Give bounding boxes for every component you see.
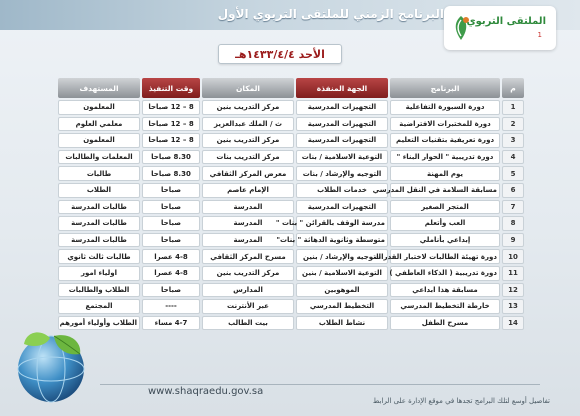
row-time: صباحا <box>142 283 200 298</box>
row-time: 8 – 12 صباحا <box>142 117 200 132</box>
table-row <box>58 166 524 181</box>
row-time: 8.30 صباحا <box>142 166 200 181</box>
row-program: مسابقة السلامة في النقل المدرسي <box>390 183 500 198</box>
row-organizer: مدرسة الوقف بالقرائن " بنات " <box>296 216 388 231</box>
row-organizer: التجهيزات المدرسية <box>296 200 388 215</box>
globe-leaf-icon <box>10 326 92 408</box>
row-audience: اولياء امور <box>58 266 140 281</box>
row-location: بيت الطالب <box>202 316 294 331</box>
date-label: الأحد ١٤٣٣/٤/٤هـ <box>235 48 325 61</box>
date-box <box>218 44 342 64</box>
row-audience: المجتمع <box>58 299 140 314</box>
row-program: دورة تعريفية بتقنيات التعليم <box>390 133 500 148</box>
logo <box>444 6 556 50</box>
row-audience: المعلمات والطالبات <box>58 150 140 165</box>
table-row <box>58 249 524 264</box>
row-organizer: التوجيه والإرشاد / بنين <box>296 249 388 264</box>
row-index: 7 <box>502 200 524 215</box>
table-row <box>58 150 524 165</box>
row-organizer: التجهيزات المدرسية <box>296 117 388 132</box>
row-organizer: التجهيزات المدرسية <box>296 100 388 115</box>
row-location: مركز التدريب بنات <box>202 150 294 165</box>
header-location: المكان <box>202 78 294 98</box>
table-row <box>58 133 524 148</box>
row-time: صباحا <box>142 233 200 248</box>
row-index: 13 <box>502 299 524 314</box>
row-location: الإمام عاصم <box>202 183 294 198</box>
footer-divider <box>100 384 540 385</box>
table-header-row <box>58 78 524 98</box>
row-organizer: متوسطة وثانوية الدهاثة " بنات" <box>296 233 388 248</box>
row-program: يوم المهنة <box>390 166 500 181</box>
row-location: معرض المركز الثقافي <box>202 166 294 181</box>
row-location: مسرح المركز الثقافي <box>202 249 294 264</box>
row-audience: طالبات المدرسة <box>58 216 140 231</box>
table-row <box>58 266 524 281</box>
row-organizer: خدمات الطلاب <box>296 183 388 198</box>
row-program: العب وأتعلم <box>390 216 500 231</box>
row-audience: معلمي العلوم <box>58 117 140 132</box>
row-organizer: التخطيط المدرسي <box>296 299 388 314</box>
row-organizer: الموهوبين <box>296 283 388 298</box>
row-index: 2 <box>502 117 524 132</box>
row-index: 12 <box>502 283 524 298</box>
row-location: المدرسة <box>202 200 294 215</box>
row-organizer: التوعية الاسلامية / بنين <box>296 266 388 281</box>
row-index: 3 <box>502 133 524 148</box>
header-program: البرنامج <box>390 78 500 98</box>
row-location: مركز التدريب بنين <box>202 100 294 115</box>
row-audience: الطلاب والطالبات <box>58 283 140 298</box>
table-row <box>58 283 524 298</box>
row-audience: طالبات <box>58 166 140 181</box>
logo-number: 1 <box>537 31 542 39</box>
row-index: 6 <box>502 183 524 198</box>
row-audience: المعلمون <box>58 100 140 115</box>
header-time: وقت التنفيذ <box>142 78 200 98</box>
row-program: دورة تدريبية " الحوار البناء " <box>390 150 500 165</box>
logo-text: الملتقى التربوي <box>466 16 546 27</box>
table-row <box>58 117 524 132</box>
row-program: مسابقة هذا ابداعي <box>390 283 500 298</box>
table-row <box>58 316 524 331</box>
site-url-link[interactable]: www.shaqraedu.gov.sa <box>148 386 264 397</box>
row-time: 8.30 صباحا <box>142 150 200 165</box>
row-audience: الطلاب وأولياء أمورهم <box>58 316 140 331</box>
table-row <box>58 216 524 231</box>
row-program: دورة تهيئة الطالبات لاختبار القدرات <box>390 249 500 264</box>
row-audience: طالبات ثالث ثانوي <box>58 249 140 264</box>
row-location: المدرسة <box>202 216 294 231</box>
row-program: خارطة التخطيط المدرسي <box>390 299 500 314</box>
row-organizer: التجهيزات المدرسية <box>296 133 388 148</box>
header-audience: المستهدف <box>58 78 140 98</box>
row-index: 5 <box>502 166 524 181</box>
schedule-table <box>56 76 526 332</box>
row-program: المتجر الصغير <box>390 200 500 215</box>
row-location: مركز التدريب بنين <box>202 133 294 148</box>
table-row <box>58 100 524 115</box>
row-location: عبر الأنترنت <box>202 299 294 314</box>
row-index: 11 <box>502 266 524 281</box>
row-audience: المعلمون <box>58 133 140 148</box>
row-audience: طالبات المدرسة <box>58 200 140 215</box>
header-index: م <box>502 78 524 98</box>
row-index: 14 <box>502 316 524 331</box>
row-organizer: التوعية الاسلامية / بنات <box>296 150 388 165</box>
row-index: 4 <box>502 150 524 165</box>
row-time: 8 – 12 صباحا <box>142 133 200 148</box>
row-time: 4-8 عصرا <box>142 249 200 264</box>
row-time: صباحا <box>142 216 200 231</box>
table-row <box>58 233 524 248</box>
row-audience: الطلاب <box>58 183 140 198</box>
row-organizer: التوجيه والإرشاد / بنات <box>296 166 388 181</box>
schedule-table-container <box>60 76 526 332</box>
row-program: دورة تدريبية ( الذكاء العاطفي ) <box>390 266 500 281</box>
table-row <box>58 299 524 314</box>
table-row <box>58 183 524 198</box>
row-time: 8 – 12 صباحا <box>142 100 200 115</box>
row-index: 10 <box>502 249 524 264</box>
row-audience: طالبات المدرسة <box>58 233 140 248</box>
row-program: دورة للمختبرات الافتراضية <box>390 117 500 132</box>
row-location: ث / الملك عبدالعزيز <box>202 117 294 132</box>
page-title: البرنامج الزمني للملتقى التربوي الأول <box>217 7 444 21</box>
row-program: مسرح الطفل <box>390 316 500 331</box>
row-index: 8 <box>502 216 524 231</box>
footer-note: تفاصيل أوسع لتلك البرامج تجدها في موقع الإدارة على الرابط <box>372 397 550 405</box>
row-time: ---- <box>142 299 200 314</box>
row-program: دورة السبورة التفاعلية <box>390 100 500 115</box>
row-time: صباحا <box>142 183 200 198</box>
row-time: 4-7 مساء <box>142 316 200 331</box>
row-location: مركز التدريب بنين <box>202 266 294 281</box>
header-organizer: الجهة المنفذة <box>296 78 388 98</box>
row-time: 4-8 عصرا <box>142 266 200 281</box>
row-program: إبداعي بأناملي <box>390 233 500 248</box>
row-organizer: نشاط الطلاب <box>296 316 388 331</box>
row-location: المدرسة <box>202 233 294 248</box>
row-location: المدارس <box>202 283 294 298</box>
table-row <box>58 200 524 215</box>
row-index: 9 <box>502 233 524 248</box>
row-time: صباحا <box>142 200 200 215</box>
row-index: 1 <box>502 100 524 115</box>
